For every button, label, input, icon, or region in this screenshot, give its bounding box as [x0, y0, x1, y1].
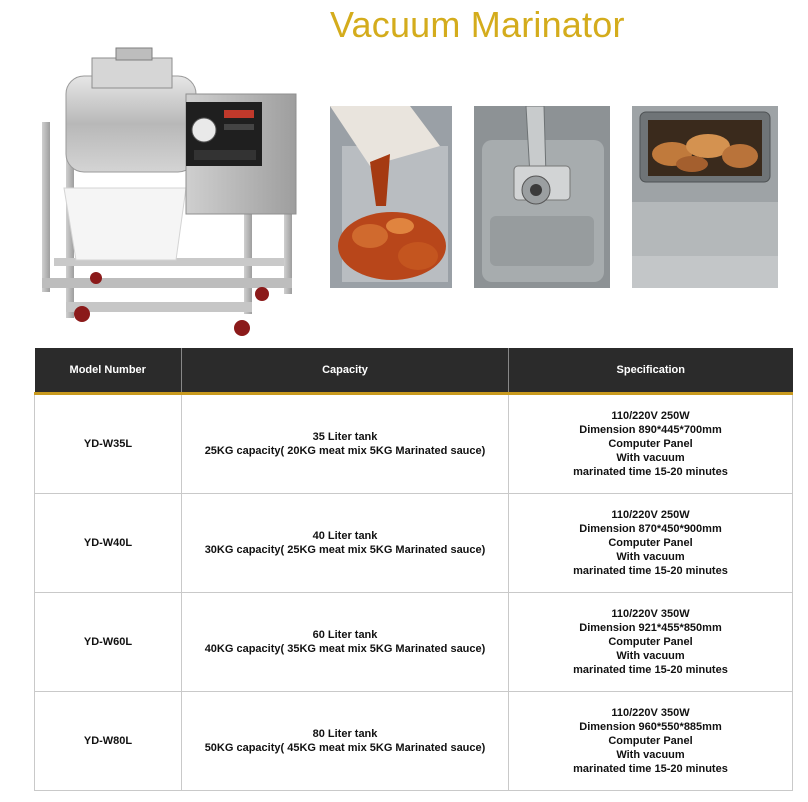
capacity-line: 80 Liter tank	[312, 728, 378, 740]
spec-line: 110/220V 250W	[611, 410, 690, 422]
spec-line: Computer Panel	[608, 636, 693, 648]
machine-image	[36, 38, 306, 338]
specification-cell	[509, 494, 793, 593]
spec-line: Computer Panel	[608, 438, 693, 450]
table-row	[35, 394, 793, 494]
spec-line: 110/220V 250W	[611, 509, 690, 521]
page-title: Vacuum Marinator	[330, 4, 625, 45]
spec-line: With vacuum	[616, 650, 685, 662]
specification-cell	[509, 692, 793, 791]
capacity-line: 25KG capacity( 20KG meat mix 5KG Marinated sauce)	[204, 445, 486, 457]
table-header-row	[35, 348, 793, 394]
capacity-line: 30KG capacity( 25KG meat mix 5KG Marinated sauce)	[204, 544, 486, 556]
capacity-line: 60 Liter tank	[312, 629, 378, 641]
spec-table	[34, 348, 793, 791]
capacity-line: 40KG capacity( 35KG meat mix 5KG Marinated sauce)	[204, 643, 486, 655]
spec-line: With vacuum	[616, 749, 685, 761]
model-cell: YD-W40L	[35, 494, 182, 593]
specification-cell	[509, 394, 793, 494]
spec-line: 110/220V 350W	[611, 608, 690, 620]
spec-line: Dimension 890*445*700mm	[579, 424, 722, 436]
sauce-pouring-photo	[330, 106, 452, 288]
capacity-cell	[182, 394, 509, 494]
spec-line: Dimension 921*455*850mm	[579, 622, 722, 634]
capacity-line: 40 Liter tank	[312, 530, 378, 542]
capacity-cell	[182, 494, 509, 593]
capacity-cell	[182, 692, 509, 791]
spec-line: Computer Panel	[608, 537, 693, 549]
spec-line: With vacuum	[616, 452, 685, 464]
model-cell: YD-W80L	[35, 692, 182, 791]
specification-cell	[509, 593, 793, 692]
spec-line: marinated time 15-20 minutes	[573, 565, 728, 577]
model-cell: YD-W60L	[35, 593, 182, 692]
header-model-number: Model Number	[35, 348, 182, 394]
spec-line: 110/220V 350W	[611, 707, 690, 719]
table-row	[35, 494, 793, 593]
marinated-meat-photo	[632, 106, 778, 288]
table-row	[35, 692, 793, 791]
table-row	[35, 593, 793, 692]
model-cell: YD-W35L	[35, 394, 182, 494]
capacity-cell	[182, 593, 509, 692]
spec-line: marinated time 15-20 minutes	[573, 466, 728, 478]
capacity-line: 50KG capacity( 45KG meat mix 5KG Marinated sauce)	[204, 742, 486, 754]
spec-line: Computer Panel	[608, 735, 693, 747]
capacity-line: 35 Liter tank	[312, 431, 378, 443]
header-capacity: Capacity	[182, 348, 509, 394]
spec-line: Dimension 870*450*900mm	[579, 523, 722, 535]
spec-line: With vacuum	[616, 551, 685, 563]
vacuum-lid-photo	[474, 106, 610, 288]
header-specification: Specification	[509, 348, 793, 394]
spec-line: Dimension 960*550*885mm	[579, 721, 722, 733]
spec-line: marinated time 15-20 minutes	[573, 664, 728, 676]
spec-line: marinated time 15-20 minutes	[573, 763, 728, 775]
